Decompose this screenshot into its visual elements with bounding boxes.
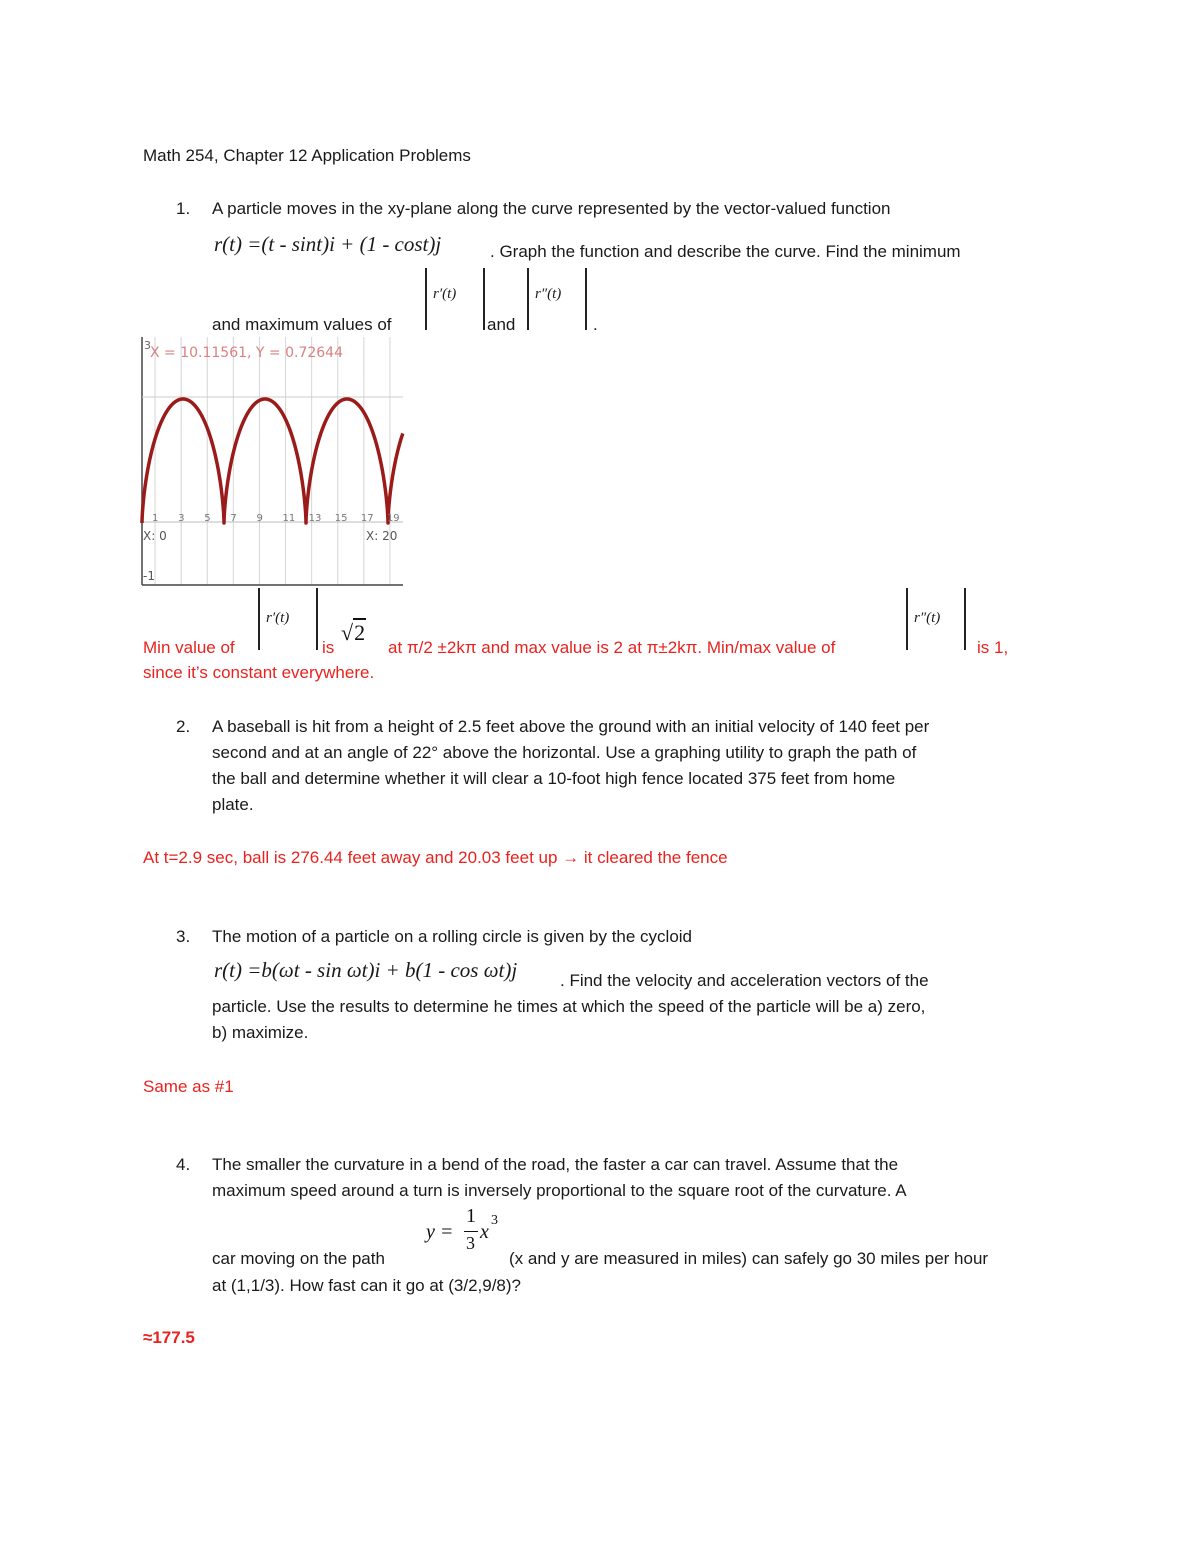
problem-3-number: 3. — [176, 927, 191, 946]
formula-x: x — [480, 1221, 489, 1243]
answer-2-text: At t=2.9 sec, ball is 276.44 feet away and 20.03 feet up — [143, 848, 558, 867]
answer-2 — [143, 848, 728, 868]
problem-4-number: 4. — [176, 1155, 191, 1174]
answer-3: Same as #1 — [143, 1077, 234, 1096]
problem-4-line1: The smaller the curvature in a bend of the road, the faster a car can travel. Assume that the — [212, 1155, 899, 1174]
answer-4: ≈177.5 — [143, 1328, 195, 1347]
norm-r-prime-1-label: r′(t) — [433, 286, 457, 302]
graph-x-tick-label: 19 — [386, 513, 400, 524]
answer-1-line2: since it’s constant everywhere. — [143, 663, 375, 682]
norm-r-prime-2-label: r′(t) — [266, 610, 290, 626]
formula-denominator: 3 — [466, 1233, 475, 1253]
problem-4-line2: maximum speed around a turn is inversely proportional to the square root of the curvature. A — [212, 1181, 907, 1200]
graph-x-tick-label: 7 — [230, 513, 237, 524]
sqrt-sign: √ — [341, 620, 354, 645]
answer-2-arrow: → — [562, 848, 580, 867]
problem-3-line3: particle. Use the results to determine he times at which the speed of the particle will be a) zero, — [212, 997, 926, 1016]
answer-1-mid: at π/2 ±2kπ and max value is 2 at π±2kπ. Min/max value of — [388, 638, 836, 657]
answer-2-tail: it cleared the fence — [583, 848, 728, 867]
graph-x-tick-label: 17 — [360, 513, 374, 524]
norm-r-prime-2 — [258, 588, 318, 650]
graph-y-top-label: 3 — [144, 339, 151, 352]
problem-1-line1: A particle moves in the xy-plane along the curve represented by the vector-valued function — [212, 199, 891, 218]
formula-y: y = — [426, 1221, 454, 1243]
sqrt-two — [341, 620, 366, 646]
answer-1-end: is 1, — [977, 638, 1009, 657]
graph-x-tick-label: 9 — [256, 513, 263, 524]
formula-bar — [464, 1231, 478, 1232]
norm-r-dprime-1-label: r″(t) — [535, 286, 562, 302]
norm-r-dprime-2-label: r″(t) — [914, 610, 941, 626]
problem-1-line2: . Graph the function and describe the curve. Find the minimum — [490, 242, 961, 261]
problem-1-number: 1. — [176, 199, 191, 218]
problem-1-line3-a: and maximum values of — [212, 315, 392, 334]
problem-3-line4: b) maximize. — [212, 1023, 309, 1042]
problem-1-formula: r(t) =(t - sint)i + (1 - cost)j — [214, 232, 442, 256]
answer-1-is: is — [322, 638, 335, 657]
norm-r-dprime-2 — [906, 588, 966, 650]
norm-r-prime-1 — [425, 268, 485, 330]
graph-xmax-label: X: 20 — [366, 529, 398, 543]
formula-numerator: 1 — [466, 1205, 476, 1227]
graph-xmin-label: X: 0 — [143, 529, 167, 543]
sqrt-radicand: 2 — [354, 620, 366, 645]
problem-2-line3: the ball and determine whether it will clear a 10-foot high fence located 375 feet from home — [212, 769, 896, 788]
problem-2-line4: plate. — [212, 795, 254, 814]
graph-readout: X = 10.11561, Y = 0.72644 — [150, 345, 343, 361]
problem-3-line2: . Find the velocity and acceleration vectors of the — [560, 971, 929, 990]
path-formula — [426, 1203, 506, 1259]
problem-1-line3-end: . — [593, 315, 598, 334]
problem-4-path-pre: car moving on the path — [212, 1249, 385, 1268]
graph-y-bottom-label: -1 — [143, 569, 155, 583]
graph-x-tick-label: 3 — [178, 513, 185, 524]
problem-2-line1: A baseball is hit from a height of 2.5 feet above the ground with an initial velocity of 140 feet per — [212, 717, 930, 736]
problem-3-line1: The motion of a particle on a rolling circle is given by the cycloid — [212, 927, 693, 946]
problem-2-line2: second and at an angle of 22° above the horizontal. Use a graphing utility to graph the path of — [212, 743, 917, 762]
graph-x-tick-label: 1 — [152, 513, 159, 524]
problem-1-line3-and: and — [487, 315, 516, 334]
graph-x-tick-label: 11 — [282, 513, 296, 524]
formula-exponent: 3 — [491, 1213, 498, 1228]
answer-1-pre: Min value of — [143, 638, 235, 657]
cycloid-graph — [140, 337, 405, 587]
problem-2-number: 2. — [176, 717, 191, 736]
graph-x-tick-label: 15 — [334, 513, 348, 524]
problem-4-path-post: (x and y are measured in miles) can safely go 30 miles per hour — [509, 1249, 989, 1268]
graph-x-tick-label: 5 — [204, 513, 211, 524]
problem-4-last-line: at (1,1/3). How fast can it go at (3/2,9/8)? — [212, 1276, 521, 1295]
page-title: Math 254, Chapter 12 Application Problems — [143, 146, 471, 165]
graph-x-tick-label: 13 — [308, 513, 322, 524]
problem-3-formula: r(t) =b(ωt - sin ωt)i + b(1 - cos ωt)j — [214, 958, 518, 982]
norm-r-dprime-1 — [527, 268, 587, 330]
